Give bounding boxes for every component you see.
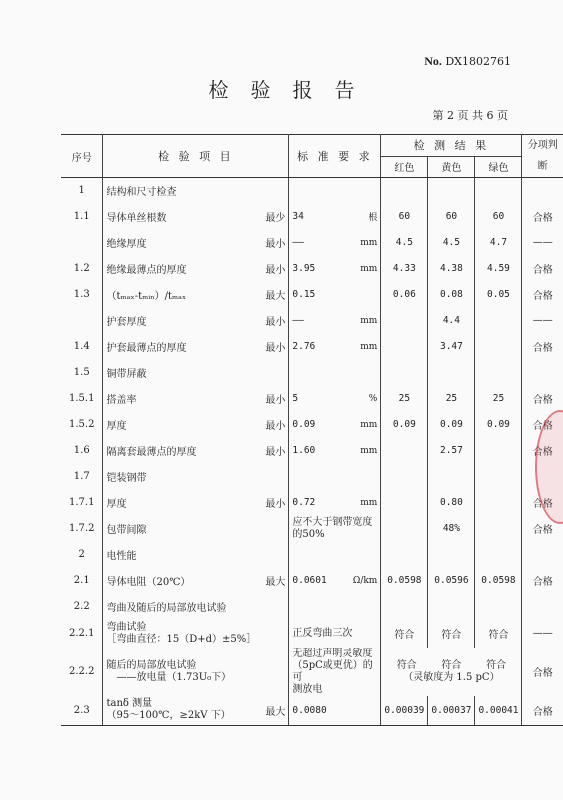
row-condition: 最大 xyxy=(251,282,289,308)
row-item: 绝缘最薄点的厚度 xyxy=(106,265,187,276)
item-line: 弯曲试验 xyxy=(106,621,147,633)
row-condition: 最小 xyxy=(251,490,289,516)
table-row xyxy=(61,490,563,516)
row-item: 导体单丝根数 xyxy=(106,213,167,224)
header-item: 检 验 项 目 xyxy=(103,135,289,178)
row-results xyxy=(381,648,522,696)
row-red: 0.06 xyxy=(381,282,428,308)
row-yellow: 0.80 xyxy=(428,490,475,516)
row-green xyxy=(475,464,522,490)
row-verdict: 合格 xyxy=(532,668,553,679)
table-row xyxy=(61,386,563,412)
table-row xyxy=(61,334,563,360)
row-unit xyxy=(347,542,381,568)
row-item: 包带间隙 xyxy=(106,525,147,536)
row-green xyxy=(475,490,522,516)
table-row xyxy=(61,282,563,308)
row-yellow: 3.47 xyxy=(428,334,475,360)
row-seq: 1.7.2 xyxy=(61,516,103,542)
row-red xyxy=(381,516,428,542)
row-yellow xyxy=(428,464,475,490)
row-green: 符合 xyxy=(475,620,522,648)
row-green: 0.09 xyxy=(475,412,522,438)
row-verdict: 合格 xyxy=(532,577,553,588)
header-seq: 序号 xyxy=(61,135,103,178)
row-verdict: 合格 xyxy=(532,343,553,354)
row-verdict xyxy=(522,360,563,386)
row-condition: 最小 xyxy=(251,308,289,334)
row-yellow: 25 xyxy=(428,386,475,412)
row-standard: 1.60 xyxy=(292,445,316,456)
row-red xyxy=(381,308,428,334)
row-seq: 2.2 xyxy=(61,594,103,620)
row-condition: 最少 xyxy=(251,204,289,230)
row-condition: 最小 xyxy=(251,438,289,464)
row-standard xyxy=(289,648,381,696)
row-standard: 3.95 xyxy=(292,263,316,274)
row-verdict: 合格 xyxy=(532,265,553,276)
row-standard: 0.09 xyxy=(292,419,316,430)
row-green: 25 xyxy=(475,386,522,412)
row-item: 绝缘厚度 xyxy=(106,239,147,250)
row-seq: 1.5.1 xyxy=(61,386,103,412)
page-indicator: 第 2 页 共 6 页 xyxy=(432,109,508,122)
header-verdict: 分项判断 xyxy=(522,135,563,178)
table-row xyxy=(61,648,563,696)
row-item: 弯曲及随后的局部放电试验 xyxy=(106,603,227,614)
table-row xyxy=(61,360,563,386)
row-item: 铜带屏蔽 xyxy=(106,369,147,380)
header-green: 绿色 xyxy=(475,156,522,178)
row-seq: 2 xyxy=(61,542,103,568)
row-condition: 最小 xyxy=(251,334,289,360)
row-seq: 1.5 xyxy=(61,360,103,386)
row-condition xyxy=(251,594,289,620)
row-item: 导体电阻（20℃） xyxy=(106,577,191,588)
row-standard: 5 xyxy=(292,393,299,404)
row-standard: 2.76 xyxy=(292,341,316,352)
row-standard xyxy=(289,464,347,490)
row-standard xyxy=(289,542,347,568)
row-yellow: 0.00037 xyxy=(428,696,475,726)
row-yellow: 60 xyxy=(428,204,475,230)
row-red: 0.00039 xyxy=(381,696,428,726)
row-green: 符合 xyxy=(486,659,507,671)
row-yellow: 0.09 xyxy=(428,412,475,438)
row-red xyxy=(381,490,428,516)
row-standard: —— xyxy=(292,315,304,326)
row-red: 0.0598 xyxy=(381,568,428,594)
row-green: 60 xyxy=(475,204,522,230)
row-condition: 最大 xyxy=(251,696,289,726)
item-line: ——放电量（1.73U₀下） xyxy=(116,671,232,683)
row-red: 0.09 xyxy=(381,412,428,438)
row-item: 铠装钢带 xyxy=(106,473,147,484)
row-unit: mm xyxy=(347,412,381,438)
table-row xyxy=(61,438,563,464)
std-line: 无超过声明灵敏度 xyxy=(292,647,373,659)
header-standard: 标 准 要 求 xyxy=(289,135,381,178)
table-row xyxy=(61,412,563,438)
row-condition xyxy=(251,178,289,204)
row-yellow: 2.57 xyxy=(428,438,475,464)
row-verdict: 合格 xyxy=(532,447,553,458)
row-seq: 1.1 xyxy=(61,204,103,230)
row-unit xyxy=(347,178,381,204)
row-verdict xyxy=(522,178,563,204)
row-item: 电性能 xyxy=(106,551,137,562)
row-green: 0.05 xyxy=(475,282,522,308)
row-verdict xyxy=(522,594,563,620)
row-red xyxy=(381,334,428,360)
table-row xyxy=(61,308,563,334)
row-standard: 0.15 xyxy=(292,289,316,300)
row-green xyxy=(475,178,522,204)
table-row xyxy=(61,696,563,726)
row-seq: 2.3 xyxy=(61,696,103,726)
row-verdict: —— xyxy=(532,628,553,639)
row-unit xyxy=(347,282,381,308)
page-title: 检验报告 xyxy=(208,78,377,102)
row-yellow: 4.38 xyxy=(428,256,475,282)
row-red: 60 xyxy=(381,204,428,230)
row-unit: mm xyxy=(347,230,381,256)
row-red: 25 xyxy=(381,386,428,412)
row-seq xyxy=(61,230,103,256)
row-condition xyxy=(251,360,289,386)
row-green xyxy=(475,594,522,620)
header-result: 检 测 结 果 xyxy=(381,135,522,157)
row-red: 4.33 xyxy=(381,256,428,282)
item-line: 随后的局部放电试验 xyxy=(106,659,197,671)
row-standard: 正反弯曲三次 xyxy=(289,620,381,648)
item-line: tanδ 测量 xyxy=(106,698,153,710)
row-unit: Ω/km xyxy=(347,568,381,594)
row-green: 4.59 xyxy=(475,256,522,282)
header-red: 红色 xyxy=(381,156,428,178)
row-verdict xyxy=(522,542,563,568)
row-red xyxy=(381,438,428,464)
row-red xyxy=(381,594,428,620)
table-row xyxy=(61,256,563,282)
row-green xyxy=(475,542,522,568)
row-green xyxy=(475,438,522,464)
row-item: （tₘₐₓ-tₘᵢₙ）/tₘₐₓ xyxy=(106,291,187,302)
row-seq: 1.3 xyxy=(61,282,103,308)
row-unit xyxy=(347,464,381,490)
row-unit xyxy=(347,360,381,386)
row-verdict: —— xyxy=(532,237,553,248)
row-verdict: —— xyxy=(532,315,553,326)
row-verdict: 合格 xyxy=(522,696,563,726)
row-seq: 1.5.2 xyxy=(61,412,103,438)
row-condition: 最小 xyxy=(251,412,289,438)
row-verdict: 合格 xyxy=(532,395,553,406)
row-seq: 1.6 xyxy=(61,438,103,464)
row-item xyxy=(103,620,289,648)
row-yellow xyxy=(428,360,475,386)
row-yellow xyxy=(428,178,475,204)
row-yellow: 4.5 xyxy=(428,230,475,256)
row-item: 护套厚度 xyxy=(106,317,147,328)
std-line: （5pC或更优）的可 xyxy=(292,659,373,683)
row-green: 0.0598 xyxy=(475,568,522,594)
table-row xyxy=(61,594,563,620)
row-yellow: 符合 xyxy=(441,659,462,671)
row-red: 4.5 xyxy=(381,230,428,256)
row-standard: —— xyxy=(292,237,304,248)
table-row xyxy=(61,204,563,230)
row-unit xyxy=(347,594,381,620)
row-yellow: 符合 xyxy=(428,620,475,648)
row-unit: mm xyxy=(347,308,381,334)
row-seq xyxy=(61,308,103,334)
row-yellow: 4.4 xyxy=(428,308,475,334)
row-verdict: 合格 xyxy=(532,499,553,510)
row-green: 4.7 xyxy=(475,230,522,256)
row-condition: 最小 xyxy=(251,230,289,256)
row-seq: 1.7 xyxy=(61,464,103,490)
row-seq: 2.1 xyxy=(61,568,103,594)
row-unit: 根 xyxy=(347,204,381,230)
row-condition: 最大 xyxy=(251,568,289,594)
row-verdict: 合格 xyxy=(532,421,553,432)
row-yellow: 0.08 xyxy=(428,282,475,308)
table-row xyxy=(61,516,563,542)
row-seq: 1.4 xyxy=(61,334,103,360)
row-yellow xyxy=(428,542,475,568)
row-seq: 1.7.1 xyxy=(61,490,103,516)
row-standard: 34 xyxy=(292,211,304,222)
row-green xyxy=(475,360,522,386)
row-yellow: 48% xyxy=(428,516,475,542)
row-seq: 2.2.1 xyxy=(61,620,103,648)
std-line: 测放电 xyxy=(292,683,323,695)
row-condition: 最小 xyxy=(251,256,289,282)
row-standard xyxy=(289,360,347,386)
row-standard: 0.72 xyxy=(292,497,316,508)
row-standard xyxy=(289,178,347,204)
row-item: 搭盖率 xyxy=(106,395,137,406)
sensitivity-note: （灵敏度为 1.5 pC） xyxy=(403,671,500,683)
row-item: 护套最薄点的厚度 xyxy=(106,343,187,354)
row-standard: 应不大于钢带宽度的50% xyxy=(289,516,381,542)
row-seq: 1 xyxy=(61,178,103,204)
row-yellow: 0.0596 xyxy=(428,568,475,594)
row-verdict: 合格 xyxy=(532,291,553,302)
row-unit: mm xyxy=(347,256,381,282)
row-green xyxy=(475,516,522,542)
row-condition: 最小 xyxy=(251,386,289,412)
row-condition xyxy=(251,516,289,542)
inspection-table xyxy=(61,134,563,726)
row-seq: 1.2 xyxy=(61,256,103,282)
row-red xyxy=(381,464,428,490)
row-item: 隔离套最薄点的厚度 xyxy=(106,447,197,458)
row-seq: 2.2.2 xyxy=(61,648,103,696)
row-red xyxy=(381,360,428,386)
row-item: 厚度 xyxy=(106,421,127,432)
row-item xyxy=(103,648,289,696)
row-standard: 0.0601 xyxy=(292,575,327,586)
row-red: 符合 xyxy=(396,659,417,671)
row-item xyxy=(103,696,251,726)
row-unit: mm xyxy=(347,438,381,464)
table-row xyxy=(61,230,563,256)
row-item: 厚度 xyxy=(106,499,127,510)
item-line: ［弯曲直径：15（D+d）±5%］ xyxy=(106,633,257,645)
table-row xyxy=(61,464,563,490)
table-row xyxy=(61,178,563,204)
item-line: （95～100℃，≥2kV 下） xyxy=(106,710,231,722)
row-condition xyxy=(251,542,289,568)
row-yellow xyxy=(428,594,475,620)
table-row xyxy=(61,542,563,568)
row-standard: 0.0080 xyxy=(289,696,381,726)
row-item: 结构和尺寸检查 xyxy=(106,187,177,199)
row-unit: % xyxy=(347,386,381,412)
row-red: 符合 xyxy=(381,620,428,648)
table-row xyxy=(61,568,563,594)
row-unit: mm xyxy=(347,490,381,516)
row-unit: mm xyxy=(347,334,381,360)
row-green xyxy=(475,334,522,360)
row-red xyxy=(381,542,428,568)
row-verdict: 合格 xyxy=(532,213,553,224)
header-yellow: 黄色 xyxy=(428,156,475,178)
table-row xyxy=(61,620,563,648)
row-standard xyxy=(289,594,347,620)
row-condition xyxy=(251,464,289,490)
document-number: No. DX1802761 xyxy=(424,54,511,68)
row-verdict: 合格 xyxy=(532,525,553,536)
row-green: 0.00041 xyxy=(475,696,522,726)
row-red xyxy=(381,178,428,204)
row-green xyxy=(475,308,522,334)
